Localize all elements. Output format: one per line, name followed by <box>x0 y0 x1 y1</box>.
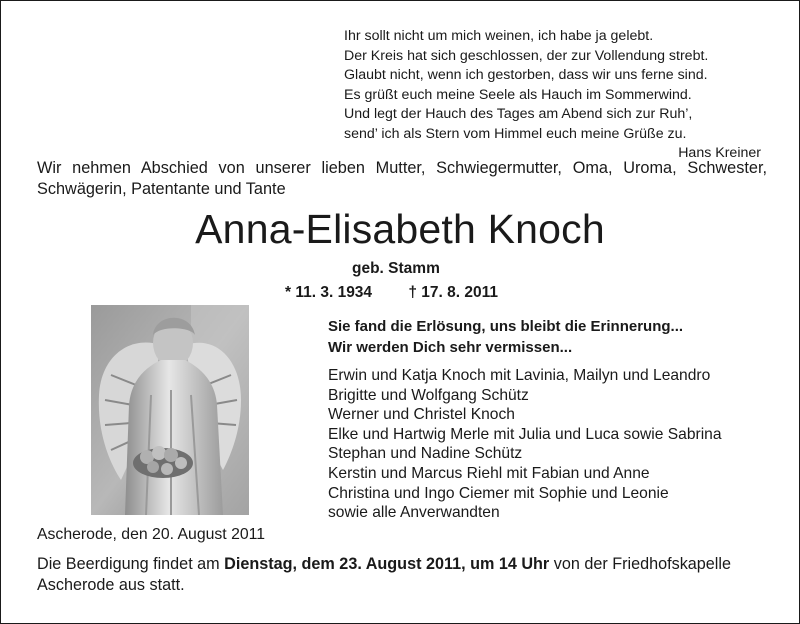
place-date: Ascherode, den 20. August 2011 <box>37 526 266 543</box>
memorial-quote <box>328 316 683 358</box>
life-dates <box>285 284 498 302</box>
poem-line: send’ ich als Stern vom Himmel euch meine Grüße zu. <box>344 125 687 142</box>
quote-line: Sie fand die Erlösung, uns bleibt die Erinnerung... <box>328 318 684 335</box>
angel-statue-image <box>91 305 249 515</box>
list-item: Werner und Christel Knoch <box>328 406 515 424</box>
list-item: Brigitte und Wolfgang Schütz <box>328 386 529 404</box>
funeral-info <box>37 554 777 596</box>
deceased-name: Anna-Elisabeth Knoch <box>195 206 605 252</box>
poem-line: Es grüßt euch meine Seele als Hauch im Sommerwind. <box>344 86 692 103</box>
poem-line: Glaubt nicht, wenn ich gestorben, dass wir uns ferne sind. <box>344 67 708 83</box>
funeral-datetime: Dienstag, dem 23. August 2011, um 14 Uhr <box>224 555 550 573</box>
list-item: Stephan und Nadine Schütz <box>328 445 523 463</box>
list-item: Christina und Ingo Ciemer mit Sophie und Leonie <box>328 484 669 502</box>
poem <box>344 27 769 164</box>
funeral-prefix: Die Beerdigung findet am <box>37 555 225 573</box>
poem-line: Der Kreis hat sich geschlossen, der zur Vollendung strebt. <box>344 47 709 64</box>
death-date: † 17. 8. 2011 <box>408 284 499 301</box>
funeral-suffix: von der Friedhofskapelle Ascherode aus statt. <box>37 555 731 594</box>
list-item: sowie alle Anverwandten <box>328 504 500 522</box>
poem-line: Ihr sollt nicht um mich weinen, ich habe ja gelebt. <box>344 28 654 44</box>
list-item: Elke und Hartwig Merle mit Julia und Luca sowie Sabrina <box>328 425 722 443</box>
intro-text: Wir nehmen Abschied von unserer lieben Mutter, Schwiegermutter, Oma, Uroma, Schwester, Schwägerin, Patentante und Tante <box>37 159 767 198</box>
mourners-list <box>328 366 722 523</box>
list-item: Kerstin und Marcus Riehl mit Fabian und Anne <box>328 464 650 482</box>
quote-line: Wir werden Dich sehr vermissen... <box>328 339 573 356</box>
birth-name: geb. Stamm <box>352 260 440 277</box>
poem-author: Hans Kreiner <box>678 145 761 161</box>
birth-date: * 11. 3. 1934 <box>285 284 373 301</box>
list-item: Erwin und Katja Knoch mit Lavinia, Mailyn und Leandro <box>328 367 711 384</box>
poem-line: Und legt der Hauch des Tages am Abend sich zur Ruh’, <box>344 106 693 122</box>
